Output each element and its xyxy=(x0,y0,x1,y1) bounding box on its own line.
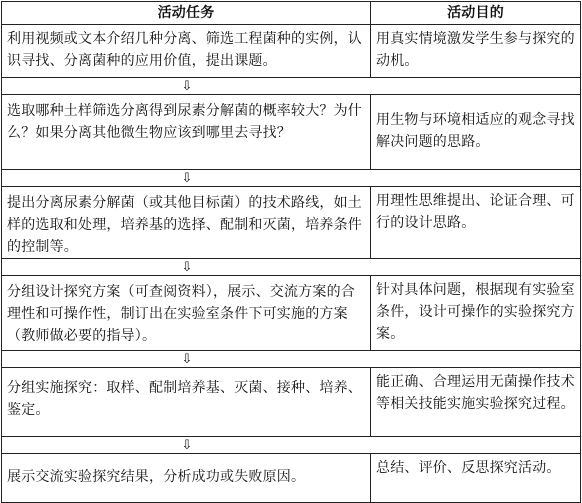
task-cell: 提出分离尿素分解菌（或其他目标菌）的技术路线，如土样的选取和处理，培养基的选择、配制和灭菌，培养条件的控制等。 xyxy=(2,187,371,259)
header-task: 活动任务 xyxy=(2,2,371,25)
down-arrow-icon: ⇩ xyxy=(181,259,193,275)
down-arrow-icon: ⇩ xyxy=(181,351,193,367)
purpose-cell: 针对具体问题，根据现有实验室条件，设计可操作的实验探究方案。 xyxy=(371,276,580,351)
down-arrow-icon: ⇩ xyxy=(181,78,193,94)
flow-arrow-row xyxy=(2,259,580,276)
flow-arrow-row xyxy=(2,170,580,187)
down-arrow-icon: ⇩ xyxy=(181,437,193,453)
flow-arrow-row xyxy=(2,351,580,368)
activity-table xyxy=(1,1,581,503)
purpose-cell: 用生物与环境相适应的观念寻找解决问题的思路。 xyxy=(371,95,580,170)
task-cell: 分组实施探究：取样、配制培养基、灭菌、接种、培养、鉴定。 xyxy=(2,368,371,437)
purpose-cell: 用真实情境激发学生参与探究的动机。 xyxy=(371,25,580,78)
flow-arrow-row xyxy=(2,437,580,454)
purpose-cell: 用理性思维提出、论证合理、可行的设计思路。 xyxy=(371,187,580,259)
header-purpose: 活动目的 xyxy=(371,2,580,25)
down-arrow-icon: ⇩ xyxy=(181,170,193,186)
task-cell: 展示交流实验探究结果，分析成功或失败原因。 xyxy=(2,454,371,503)
flow-arrow-row xyxy=(2,78,580,95)
activity-table-document xyxy=(1,1,581,485)
task-cell: 分组设计探究方案（可查阅资料），展示、交流方案的合理性和可操作性，制订出在实验室条件下可实施的方案（教师做必要的指导）。 xyxy=(2,276,371,351)
purpose-cell: 总结、评价、反思探究活动。 xyxy=(371,454,580,503)
purpose-cell: 能正确、合理运用无菌操作技术等相关技能实施实验探究过程。 xyxy=(371,368,580,437)
task-cell: 利用视频或文本介绍几种分离、筛选工程菌种的实例，认识寻找、分离菌种的应用价值，提出课题。 xyxy=(2,25,371,78)
task-cell: 选取哪种土样筛选分离得到尿素分解菌的概率较大？为什么？如果分离其他微生物应该到哪里去寻找？ xyxy=(2,95,371,170)
